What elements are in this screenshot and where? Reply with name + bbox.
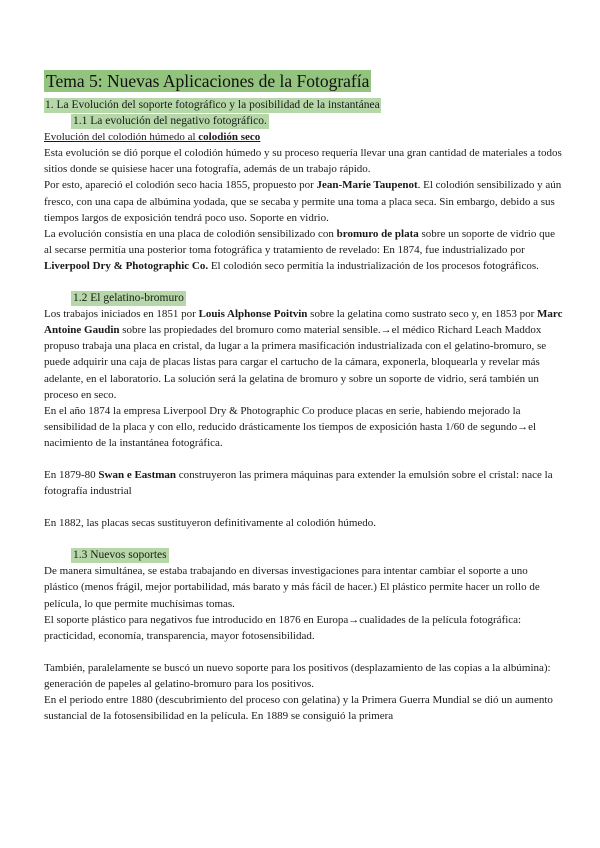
underlined-subheading — [44, 129, 564, 145]
paragraph-1-3-c: También, paralelamente se buscó un nuevo soporte para los positivos (desplazamiento de las copias a la albúmina): generación de papeles al gelatino-bromuro para los positivos. — [44, 661, 551, 690]
spacer — [44, 531, 564, 547]
paragraph-1-1-c — [44, 226, 564, 274]
text-run: construyeron las primera máquinas para extender la emulsión sobre el cristal: nace la fotografía industrial — [44, 468, 553, 498]
bold-run: Marc Antoine Gaudin — [44, 308, 563, 337]
paragraph-1-3-b: El soporte plástico para negativos fue introducido en 1876 en Europa→cualidades de la película fotográfica: practicidad, economía, transparencia, mayor fotosensibilidad. — [44, 613, 522, 642]
paragraph-1-2-c — [44, 467, 564, 499]
paragraph-1-1-b — [44, 177, 564, 225]
section-1-heading-wrap — [44, 97, 564, 113]
text-run: sobre la gelatina como sustrato seco y, en 1853 por — [307, 308, 538, 321]
paragraph-1-3-a: De manera simultánea, se estaba trabajando en diversas investigaciones para intentar cambiar el soporte a uno plástico (menos frágil, mejor portabilidad, más barato y más fácil de hacer.) El plástico permite hacer un rollo de película, lo que permite muchísimas tomas. — [44, 565, 540, 610]
bold-run: Louis Alphonse Poitvin — [198, 308, 308, 321]
spacer — [44, 499, 564, 515]
bold-run: Swan e Eastman — [98, 468, 177, 481]
text-run: sobre un soporte de vidrio que al secarse permitía una posterior toma fotográfica y tratamiento de revelado: En 1874, fue industrializado por — [44, 227, 555, 256]
subsection-1-1-heading-wrap — [44, 113, 564, 129]
subsection-1-3-heading-wrap — [44, 547, 564, 563]
bold-run: Jean-Marie Taupenot — [316, 179, 418, 192]
paragraph-1-2-d: En 1882, las placas secas sustituyeron definitivamente al colodión húmedo. — [44, 517, 377, 530]
text-run: En 1879-80 — [44, 468, 99, 481]
text-run: Por esto, apareció el colodión seco hacia 1855, propuesto por — [44, 179, 317, 192]
paragraph-1-1-a: Esta evolución se dió porque el colodión húmedo y su proceso requería llevar una gran cantidad de materiales a todos sitios donde se quisiese hacer una fotografía, además de un trabajo rápido. — [44, 147, 562, 176]
text-run: sobre las propiedades del bromuro como material sensible.→el médico Richard Leach Maddox propuso trabaja una placa en cristal, da lugar a la primera masificación industrializada con el gelatino-bromuro, se puede adquirir una caja de placas listas para cargar el cartucho de la cámara, exponerla, bloquearla y revelar más adelante, en el laboratorio. La solución será la gelatina de bromuro y sobre un soporte de vidrio, será también un proceso en seco. — [44, 324, 547, 401]
subsection-1-2-heading: 1.2 El gelatino-bromuro — [73, 292, 184, 305]
bold-run: bromuro de plata — [336, 227, 419, 240]
spacer — [44, 451, 564, 467]
section-1-heading: 1. La Evolución del soporte fotográfico y la posibilidad de la instantánea — [45, 99, 380, 111]
subsection-1-3-heading: 1.3 Nuevos soportes — [73, 549, 167, 562]
text-run: Los trabajos iniciados en 1851 por — [44, 308, 199, 321]
paragraph-1-2-a — [44, 306, 564, 403]
text-run: . El colodión sensibilizado y aún fresco, con una capa de albúmina yodada, que se secaba y permite una toma a placa seca. Sin embargo, debido a sus tiempos largos de exposición tendrá poco uso. Soporte en vidrio. — [44, 179, 562, 224]
subsection-1-1-heading: 1.1 La evolución del negativo fotográfico. — [73, 115, 267, 128]
paragraph-1-2-b: En el año 1874 la empresa Liverpool Dry & Photographic Co produce placas en serie, habiendo mejorado la sensibilidad de la placa y con ello, reducido drásticamente los tiempos de exposición hasta 1/60 de segundo→el nacimiento de la instantánea fotográfica. — [44, 404, 537, 449]
subheading-text: Evolución del colodión húmedo al — [44, 131, 199, 144]
spacer — [44, 274, 564, 290]
spacer — [44, 644, 564, 660]
text-run: La evolución consistía en una placa de colodión sensibilizado con — [44, 227, 337, 240]
document-title: Tema 5: Nuevas Aplicaciones de la Fotografía — [46, 71, 370, 91]
text-run: El colodión seco permitía la industrialización de los procesos fotográficos. — [208, 259, 539, 272]
paragraph-1-3-d: En el periodo entre 1880 (descubrimiento del proceso con gelatina) y la Primera Guerra Mundial se dió un aumento sustancial de la fotosensibilidad en la película. En 1889 se consiguió la primera — [44, 694, 553, 723]
document-page — [44, 70, 564, 724]
subheading-bold: colodión seco — [198, 131, 261, 144]
bold-run: Liverpool Dry & Photographic Co. — [44, 259, 209, 272]
subsection-1-2-heading-wrap — [44, 290, 564, 306]
